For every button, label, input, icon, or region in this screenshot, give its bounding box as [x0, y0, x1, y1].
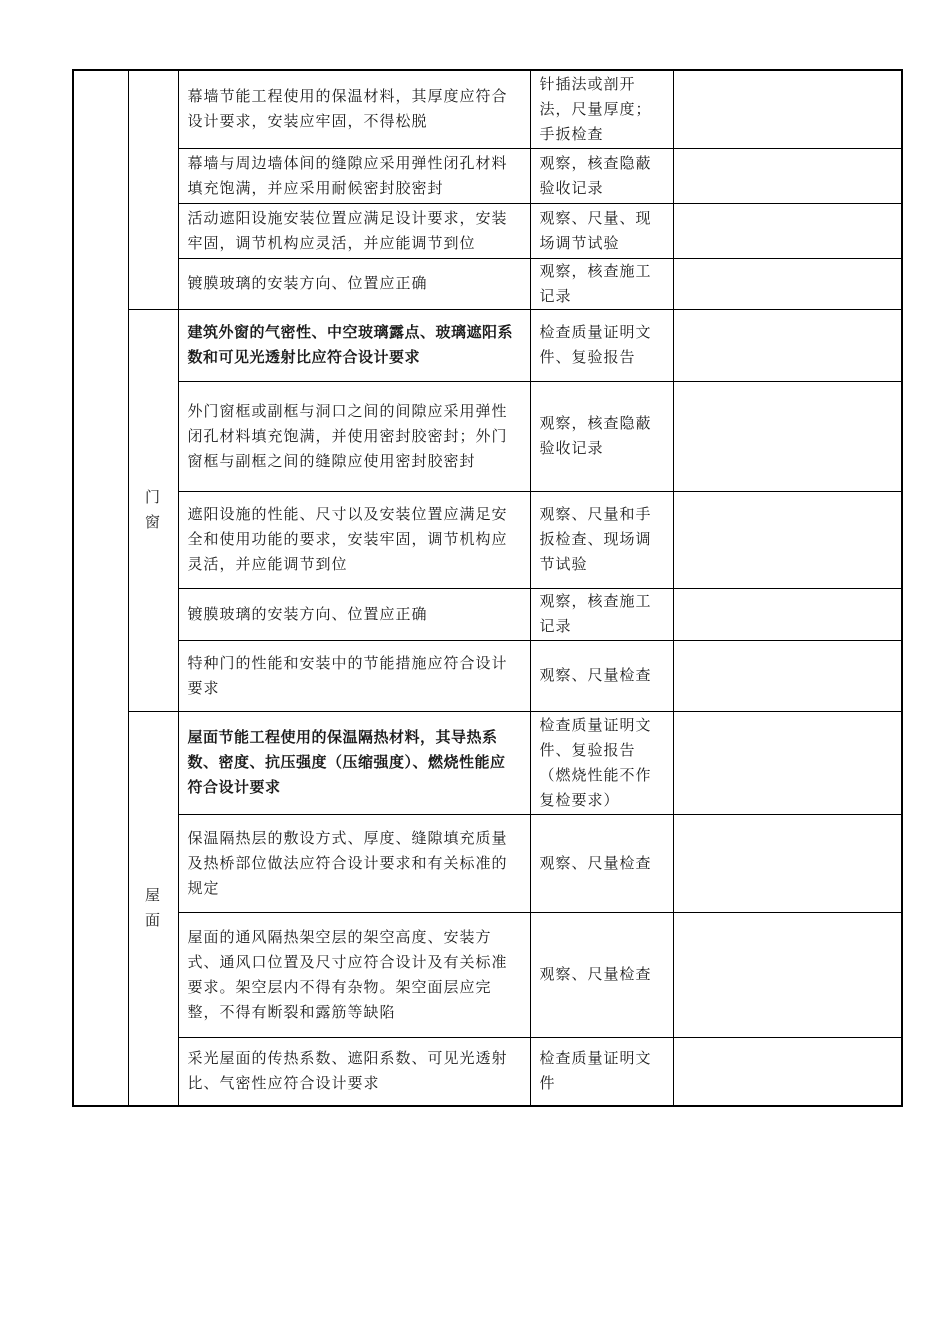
result-cell [673, 814, 902, 912]
requirement-cell: 镀膜玻璃的安装方向、位置应正确 [178, 258, 530, 309]
method-cell: 检查质量证明文件 [530, 1037, 673, 1106]
method-cell: 针插法或剖开法，尺量厚度；手扳检查 [530, 70, 673, 148]
category-roof: 屋面 [128, 711, 178, 1106]
result-cell [673, 309, 902, 381]
table-row [73, 309, 902, 381]
result-cell [673, 912, 902, 1037]
result-cell [673, 491, 902, 588]
result-cell [673, 381, 902, 491]
method-cell: 观察，核查施工记录 [530, 258, 673, 309]
result-cell [673, 203, 902, 258]
result-cell [673, 148, 902, 203]
table-row [73, 203, 902, 258]
result-cell [673, 711, 902, 814]
method-cell: 观察，核查隐蔽验收记录 [530, 148, 673, 203]
inspection-table [72, 69, 903, 1107]
requirement-cell: 遮阳设施的性能、尺寸以及安装位置应满足安全和使用功能的要求，安装牢固，调节机构应灵活，并应能调节到位 [178, 491, 530, 588]
result-cell [673, 588, 902, 640]
table-row [73, 491, 902, 588]
method-cell: 观察、尺量和手扳检查、现场调节试验 [530, 491, 673, 588]
requirement-cell: 活动遮阳设施安装位置应满足设计要求，安装牢固，调节机构应灵活，并应能调节到位 [178, 203, 530, 258]
table-row [73, 70, 902, 148]
requirement-cell: 镀膜玻璃的安装方向、位置应正确 [178, 588, 530, 640]
method-cell: 观察、尺量检查 [530, 640, 673, 711]
result-cell [673, 70, 902, 148]
method-cell: 检查质量证明文件、复验报告（燃烧性能不作复检要求） [530, 711, 673, 814]
requirement-cell: 采光屋面的传热系数、遮阳系数、可见光透射比、气密性应符合设计要求 [178, 1037, 530, 1106]
requirement-cell: 屋面的通风隔热架空层的架空高度、安装方式、通风口位置及尺寸应符合设计及有关标准要求。架空层内不得有杂物。架空面层应完整，不得有断裂和露筋等缺陷 [178, 912, 530, 1037]
method-cell: 观察，核查施工记录 [530, 588, 673, 640]
requirement-cell: 保温隔热层的敷设方式、厚度、缝隙填充质量及热桥部位做法应符合设计要求和有关标准的规定 [178, 814, 530, 912]
category-doors-windows: 门窗 [128, 309, 178, 711]
method-cell: 检查质量证明文件、复验报告 [530, 309, 673, 381]
requirement-cell: 建筑外窗的气密性、中空玻璃露点、玻璃遮阳系数和可见光透射比应符合设计要求 [178, 309, 530, 381]
method-cell: 观察、尺量检查 [530, 814, 673, 912]
table-row [73, 148, 902, 203]
blank-column [73, 70, 128, 1106]
table-row [73, 814, 902, 912]
requirement-cell: 外门窗框或副框与洞口之间的间隙应采用弹性闭孔材料填充饱满，并使用密封胶密封；外门窗框与副框之间的缝隙应使用密封胶密封 [178, 381, 530, 491]
requirement-cell: 特种门的性能和安装中的节能措施应符合设计要求 [178, 640, 530, 711]
table-row [73, 1037, 902, 1106]
table-row [73, 588, 902, 640]
requirement-cell: 幕墙节能工程使用的保温材料，其厚度应符合设计要求，安装应牢固，不得松脱 [178, 70, 530, 148]
table-row [73, 912, 902, 1037]
result-cell [673, 640, 902, 711]
requirement-cell: 屋面节能工程使用的保温隔热材料，其导热系数、密度、抗压强度（压缩强度）、燃烧性能应符合设计要求 [178, 711, 530, 814]
method-cell: 观察，核查隐蔽验收记录 [530, 381, 673, 491]
table-row [73, 640, 902, 711]
method-cell: 观察、尺量检查 [530, 912, 673, 1037]
method-cell: 观察、尺量、现场调节试验 [530, 203, 673, 258]
table-row [73, 381, 902, 491]
table-row [73, 711, 902, 814]
table-row [73, 258, 902, 309]
result-cell [673, 258, 902, 309]
category-curtain-wall [128, 70, 178, 309]
requirement-cell: 幕墙与周边墙体间的缝隙应采用弹性闭孔材料填充饱满，并应采用耐候密封胶密封 [178, 148, 530, 203]
result-cell [673, 1037, 902, 1106]
